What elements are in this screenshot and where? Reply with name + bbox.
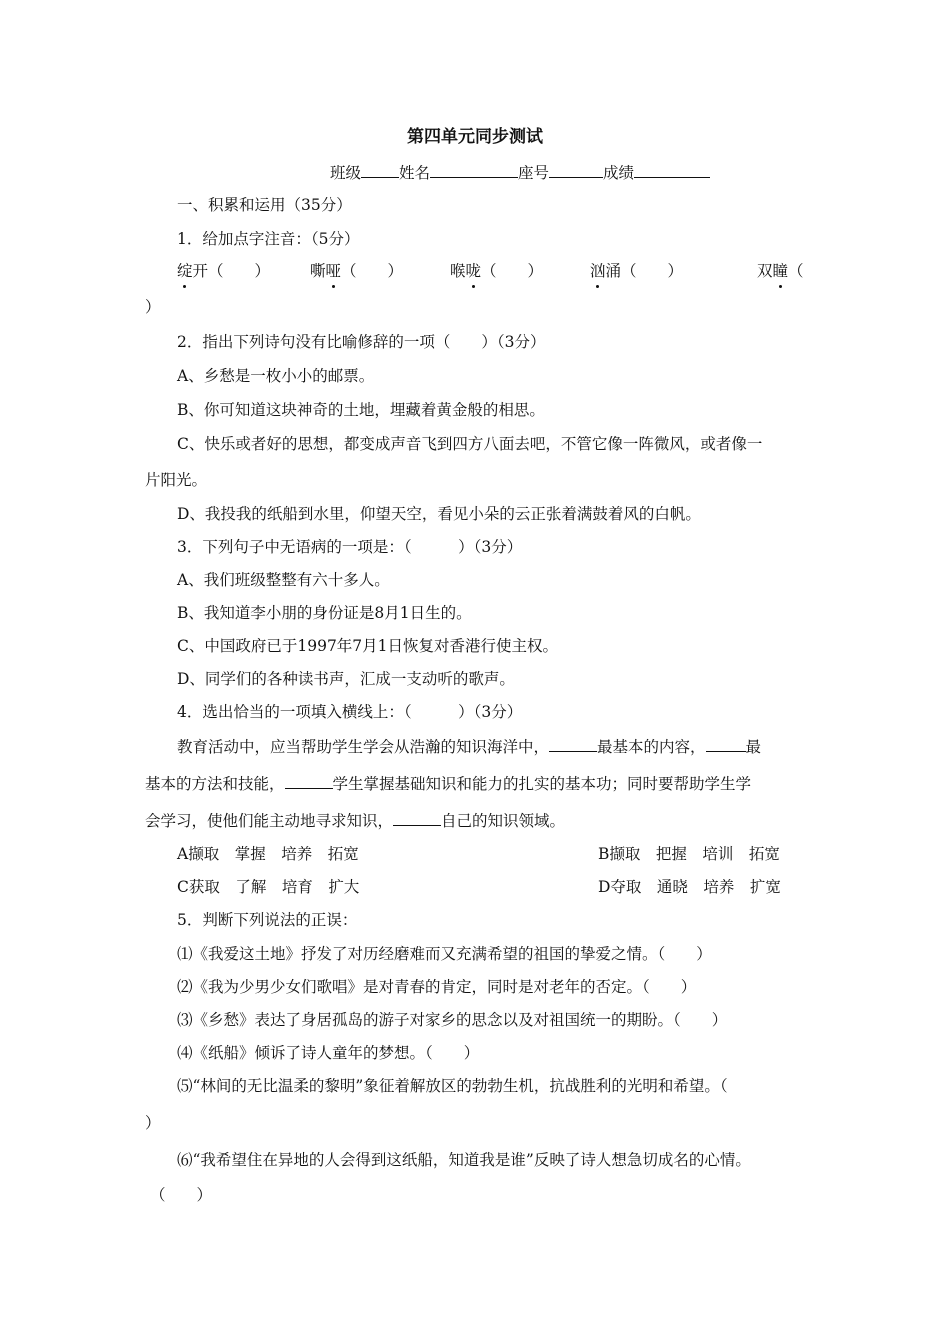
q5-statement-5-cont: ） xyxy=(145,1114,161,1132)
q4-passage-line3: 会学习，使他们能主动地寻求知识， 自己的知识领域。 xyxy=(145,809,565,832)
q4-option-c: C获取 了解 培育 扩大 xyxy=(177,878,360,896)
q5-statement-3: ⑶《乡愁》表达了身居孤岛的游子对家乡的思念以及对祖国统一的期盼。（ ） xyxy=(177,1011,728,1029)
q4-blank-3[interactable] xyxy=(285,772,333,789)
q4-passage-line2: 基本的方法和技能， 学生掌握基础知识和能力的扎实的基本功；同时要帮助学生学 xyxy=(145,772,751,795)
q1-wrap: ） xyxy=(145,298,161,316)
q4-stem: 4．选出恰当的一项填入横线上：（ ）（3分） xyxy=(177,703,523,721)
q2-option-d: D、我投我的纸船到水里，仰望天空，看见小朵的云正张着满鼓着风的白帆。 xyxy=(177,505,701,523)
q3-stem: 3．下列句子中无语病的一项是：（ ）（3分） xyxy=(177,538,523,556)
q5-statement-6-cont: （ ） xyxy=(150,1186,213,1204)
student-info-line xyxy=(330,161,710,184)
seat-label: 座号 xyxy=(518,164,550,182)
q2-option-c: C、快乐或者好的思想，都变成声音飞到四方八面去吧，不管它像一阵微风，或者像一 xyxy=(177,435,763,453)
q4-passage-line1: 教育活动中，应当帮助学生学会从浩瀚的知识海洋中， 最基本的内容， 最 xyxy=(177,735,761,758)
q4-blank-1[interactable] xyxy=(549,735,597,752)
q2-option-a: A、乡愁是一枚小小的邮票。 xyxy=(177,367,375,385)
class-label: 班级 xyxy=(330,164,362,182)
q3-option-d: D、同学们的各种读书声，汇成一支动听的歌声。 xyxy=(177,670,515,688)
q1-item-1: 绽开（ ） xyxy=(177,262,271,280)
q4-blank-4[interactable] xyxy=(393,809,441,826)
q2-option-c-cont: 片阳光。 xyxy=(145,471,208,489)
score-blank[interactable] xyxy=(634,161,710,178)
q5-statement-2: ⑵《我为少男少女们歌唱》是对青春的肯定，同时是对老年的否定。（ ） xyxy=(177,978,697,996)
q2-stem: 2．指出下列诗句没有比喻修辞的一项（ ）（3分） xyxy=(177,333,546,351)
page-title: 第四单元同步测试 xyxy=(407,127,543,147)
section-heading: 一、积累和运用（35分） xyxy=(177,196,352,214)
seat-blank[interactable] xyxy=(549,161,603,178)
q4-blank-2[interactable] xyxy=(706,735,746,752)
q3-option-b: B、我知道李小朋的身份证是8月1日生的。 xyxy=(177,604,472,622)
q1-stem: 1．给加点字注音：（5分） xyxy=(177,230,360,248)
q5-statement-6: ⑹“我希望住在异地的人会得到这纸船，知道我是谁”反映了诗人想急切成名的心情。 xyxy=(177,1151,751,1169)
name-label: 姓名 xyxy=(399,164,431,182)
name-blank[interactable] xyxy=(430,161,518,178)
q1-item-2: 嘶哑（ ） xyxy=(310,262,404,280)
score-label: 成绩 xyxy=(603,164,635,182)
q4-option-d: D夺取 通晓 培养 扩宽 xyxy=(598,878,781,896)
q5-statement-1: ⑴《我爱这土地》抒发了对历经磨难而又充满希望的祖国的挚爱之情。（ ） xyxy=(177,945,712,963)
q5-stem: 5．判断下列说法的正误： xyxy=(177,911,358,929)
q1-item-4: 汹涌（ ） xyxy=(590,262,684,280)
q4-option-a: A撷取 掌握 培养 拓宽 xyxy=(177,845,359,863)
q3-option-a: A、我们班级整整有六十多人。 xyxy=(177,571,390,589)
q5-statement-5: ⑸“林间的无比温柔的黎明”象征着解放区的勃勃生机，抗战胜利的光明和希望。（ xyxy=(177,1077,728,1095)
q5-statement-4: ⑷《纸船》倾诉了诗人童年的梦想。（ ） xyxy=(177,1044,480,1062)
q4-option-b: B撷取 把握 培训 拓宽 xyxy=(598,845,780,863)
q1-item-3: 喉咙（ ） xyxy=(450,262,544,280)
class-blank[interactable] xyxy=(361,161,399,178)
q3-option-c: C、中国政府已于1997年7月1日恢复对香港行使主权。 xyxy=(177,637,559,655)
q2-option-b: B、你可知道这块神奇的土地，埋藏着黄金般的相思。 xyxy=(177,401,545,419)
q1-item-5: 双瞳（ xyxy=(757,262,804,280)
